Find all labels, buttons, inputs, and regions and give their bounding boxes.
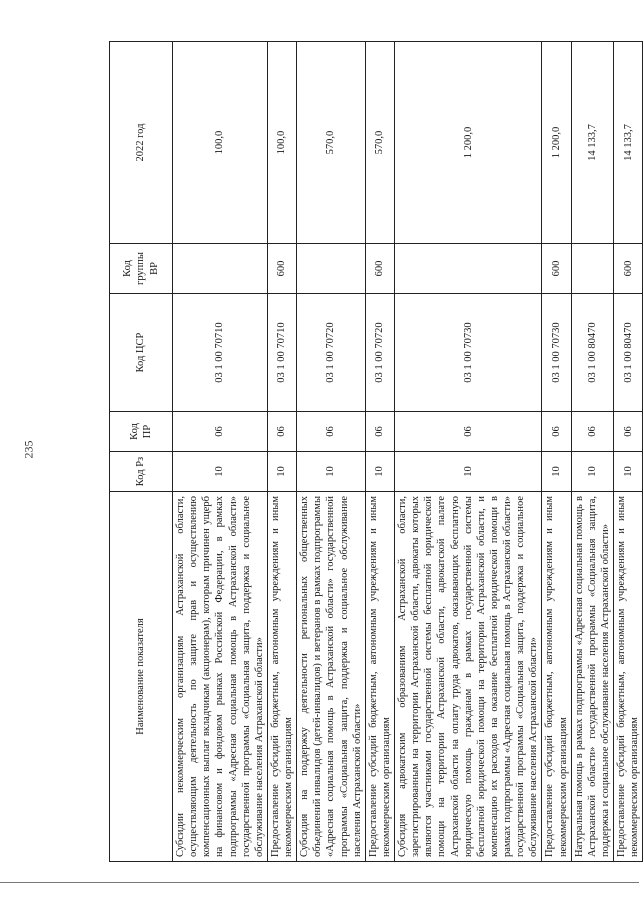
cell-year: 14 133,7 [614, 42, 643, 244]
table-row [542, 42, 571, 862]
cell-vr [395, 244, 542, 294]
cell-name: Предоставление субсидий бюджетным, автономным учреждениям и иным некоммерческим организациям [267, 492, 296, 862]
cell-csr: 03 1 00 70710 [267, 294, 296, 412]
table-row [571, 42, 613, 862]
cell-vr [173, 244, 268, 294]
table-row [267, 42, 296, 862]
table-row [614, 42, 643, 862]
budget-table [109, 41, 643, 862]
cell-vr: 600 [365, 244, 394, 294]
header-name: Наименование показателя [110, 492, 173, 862]
table-row [365, 42, 394, 862]
cell-year: 570,0 [365, 42, 394, 244]
cell-rz: 10 [571, 452, 613, 492]
cell-vr: 600 [542, 244, 571, 294]
cell-csr: 03 1 00 70720 [297, 294, 366, 412]
cell-csr: 03 1 00 80470 [614, 294, 643, 412]
page-bottom-rule [0, 882, 639, 883]
cell-year: 100,0 [173, 42, 268, 244]
cell-pr: 06 [267, 412, 296, 452]
header-rz: Код Рз [110, 452, 173, 492]
cell-pr: 06 [173, 412, 268, 452]
table-body [173, 42, 643, 862]
cell-csr: 03 1 00 80470 [571, 294, 613, 412]
cell-rz: 10 [297, 452, 366, 492]
cell-rz: 10 [267, 452, 296, 492]
cell-name: Субсидия адвокатским образованиям Астраханской области, зарегистрированным на территории Астраханской области, адвокаты которых являются участниками государственной системы бесплатной юридической помощи на территории Астраханской области, адвокатской палате Астраханской области на оплату труда адвокатов, оказывающих бесплатную юридическую помощь гражданам в рамках государственной системы бесплатной юридической помощи на территории Астраханской области, и компенсацию их расходов на оказание бесплатной юридической помощи в рамках подпрограммы «Адресная социальная помощь в Астраханской области» государственной программы «Социальная защита, поддержка и социальное обслуживание населения Астраханской области» [395, 492, 542, 862]
cell-rz: 10 [542, 452, 571, 492]
page-number: 235 [21, 440, 36, 459]
cell-pr: 06 [571, 412, 613, 452]
cell-year: 1 200,0 [542, 42, 571, 244]
cell-rz: 10 [173, 452, 268, 492]
cell-rz: 10 [395, 452, 542, 492]
cell-vr [571, 244, 613, 294]
header-csr: Код ЦСР [110, 294, 173, 412]
cell-pr: 06 [614, 412, 643, 452]
cell-year: 1 200,0 [395, 42, 542, 244]
rotated-table-container [109, 42, 641, 862]
cell-name: Предоставление субсидий бюджетным, автономным учреждениям и иным некоммерческим организациям [614, 492, 643, 862]
cell-year: 570,0 [297, 42, 366, 244]
table-row [297, 42, 366, 862]
cell-csr: 03 1 00 70730 [542, 294, 571, 412]
cell-pr: 06 [297, 412, 366, 452]
cell-year: 100,0 [267, 42, 296, 244]
table-row [395, 42, 542, 862]
table-row [173, 42, 268, 862]
cell-pr: 06 [365, 412, 394, 452]
cell-vr: 600 [614, 244, 643, 294]
cell-rz: 10 [614, 452, 643, 492]
cell-name: Предоставление субсидий бюджетным, автономным учреждениям и иным некоммерческим организациям [542, 492, 571, 862]
cell-name: Предоставление субсидий бюджетным, автономным учреждениям и иным некоммерческим организациям [365, 492, 394, 862]
cell-name: Субсидии некоммерческим организациям Астраханской области, осуществляющим деятельность по защите прав и осуществлению компенсационных выплат вкладчикам (акционерам), которым причинен ущерб на финансовом и фондовом рынках Российской Федерации, в рамках подпрограммы «Адресная социальная помощь в Астраханской области» государственной программы «Социальная защита, поддержка и социальное обслуживание населения Астраханской области» [173, 492, 268, 862]
cell-vr [297, 244, 366, 294]
cell-csr: 03 1 00 70720 [365, 294, 394, 412]
cell-csr: 03 1 00 70730 [395, 294, 542, 412]
header-pr: Код ПР [110, 412, 173, 452]
cell-rz: 10 [365, 452, 394, 492]
cell-pr: 06 [395, 412, 542, 452]
cell-csr: 03 1 00 70710 [173, 294, 268, 412]
table-header-row [110, 42, 173, 862]
header-year: 2022 год [110, 42, 173, 244]
cell-year: 14 133,7 [571, 42, 613, 244]
header-vr: Код группы ВР [110, 244, 173, 294]
cell-name: Натуральная помощь в рамках подпрограммы «Адресная социальная помощь в Астраханской области» государственной программы «Социальная защита, поддержка и социальное обслуживание населения Астраханской области» [571, 492, 613, 862]
cell-pr: 06 [542, 412, 571, 452]
cell-name: Субсидия на поддержку деятельности региональных общественных объединений инвалидов (детей-инвалидов) и ветеранов в рамках подпрограммы «Адресная социальная помощь в Астраханской области» государственной программы «Социальная защита, поддержка и социальное обслуживание населения Астраханской области» [297, 492, 366, 862]
cell-vr: 600 [267, 244, 296, 294]
